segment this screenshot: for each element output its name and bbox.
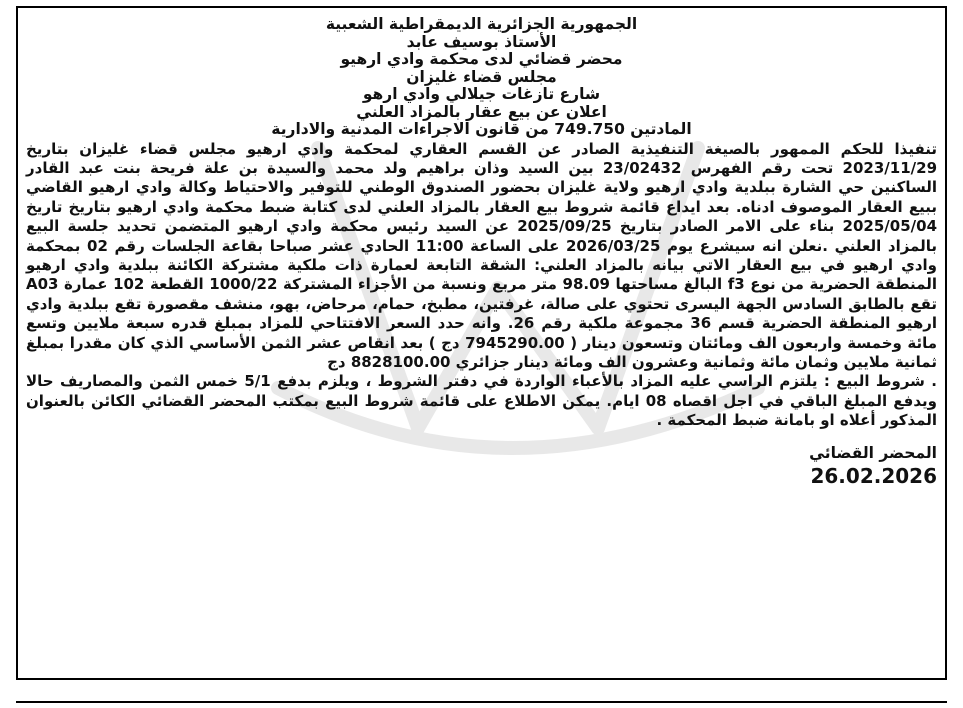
republic-title: الجمهورية الجزائرية الديمقراطية الشعبية [325, 15, 638, 33]
signature-date: 26.02.2026 [810, 463, 937, 488]
notice-body [26, 140, 937, 431]
bailiff-court: محضر قضائي لدى محكمة وادي ارهيو [340, 50, 623, 68]
office-address: شارع تازغات جيلالي وادي ارهو [362, 85, 601, 103]
legal-notice [16, 6, 947, 680]
notice-title: اعلان عن بيع عقار بالمزاد العلني [356, 102, 607, 121]
sale-conditions-paragraph: . شروط البيع : يلتزم الراسي عليه المزاد بالأعباء الواردة في دفتر الشروط ، ويلزم بدفع 5/1 خمس الثمن والمصاريف حالا ويدفع المبلغ الباقي في اجل اقصاه 08 ايام. يمكن الاطلاع على قائمة شروط البيع بمكتب المحضر القضائي الكائن بالعنوان المذكور أعلاه او بامانة ضبط المحكمة . [26, 372, 937, 430]
sale-details-paragraph: تنفيذا للحكم الممهور بالصيغة التنفيذية الصادر عن القسم العقاري لمحكمة وادي ارهيو مجلس قضاء غليزان بتاريخ 2023/11/29 تحت رقم الفهرس 23/02432 بين السيد وذان براهيم ولد محمد والسيدة بن علة فريحة بنت عبد القادر الساكنين حي الشارة ببلدية وادي ارهيو ولاية غليزان بحضور الصندوق الوطني للتوفير والاحتياط وكالة وادي ارهيو القاضي ببيع العقار الموصوف ادناه. بعد ايداع قائمة شروط بيع العقار بالمزاد العلني لدى كتابة ضبط محكمة وادي ارهيو بتاريخ تاريخ 2025/05/04 بناء على الامر الصادر بتاريخ 2025/09/25 عن السيد رئيس محكمة وادي ارهيو المتضمن تحديد جلسة البيع بالمزاد العلني .نعلن انه سيشرع يوم 2026/03/25 على الساعة 11:00 الحادي عشر صباحا بقاعة الجلسات رقم 02 بمحكمة وادي ارهيو في بيع العقار الاتي بيانه بالمزاد العلني: الشقة التابعة لعمارة ذات ملكية مشتركة الكائنة ببلدية وادي ارهيو المنطقة الحضرية من نوع f3 البالغ مساحتها 98.09 متر مربع ونسبة من الأجزاء المشتركة 1000/22 القطعة 102 عمارة A03 تقع بالطابق السادس الجهة اليسرى تحتوي على صالة، غرفتين، مطبخ، حمام، مرحاض، بهو، منشف مقصورة تقع ببلدية وادي ارهيو المنطقة الحضرية قسم 36 مجموعة ملكية رقم 26. وانه حدد السعر الافتتاحي للمزاد بمبلغ قدره سبعة ملايين وتسع مائة وخمسة واربعون الف ومائتان وتسعون دينار ( 7945290.00 دج ) بعد انقاص عشر الثمن الأساسي الذي كان مقدرا بمبلغ ثمانية ملايين وثمان مائة وثمانية وعشرون الف ومائة دينار جزائري 8828100.00 دج [26, 139, 938, 371]
legal-articles: المادتين 749.750 من قانون الاجراءات المدنية والادارية [271, 120, 692, 138]
notice-header [26, 16, 937, 139]
bailiff-name: الأستاذ بوسيف عابد [406, 32, 557, 51]
signature-title: المحضر القضائي [809, 443, 937, 462]
judicial-council: مجلس قضاء غليزان [406, 67, 557, 86]
bottom-divider [16, 701, 947, 703]
signature-block [26, 443, 937, 489]
